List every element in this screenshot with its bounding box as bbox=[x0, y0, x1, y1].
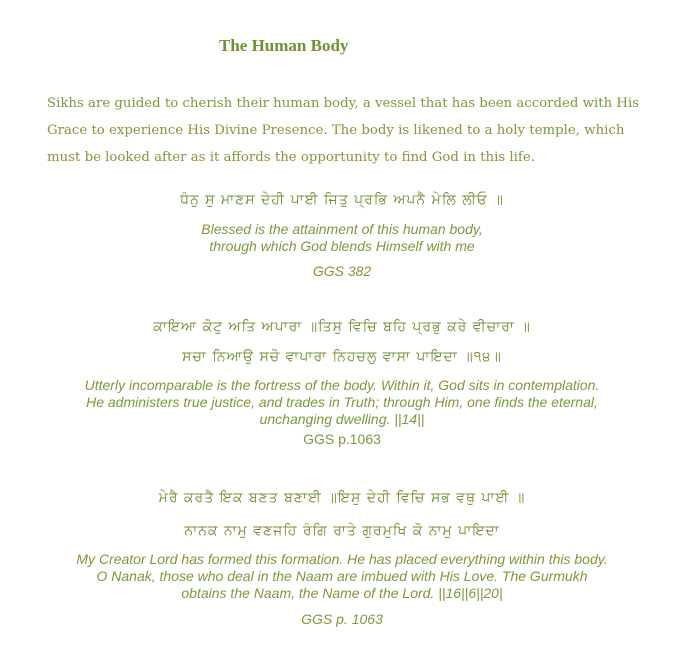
translation-line: through which God blends Himself with me bbox=[209, 238, 475, 254]
translation-line: obtains the Naam, the Name of the Lord. ||16||6||20| bbox=[181, 585, 503, 601]
gurmukhi-verse-1: ਧੰਨੁ ਸੁ ਮਾਣਸ ਦੇਹੀ ਪਾਈ ਜਿਤੁ ਪ੍ਰਭਿ ਅਪਨੈ ਮੇਲਿ ਲੀਓ ॥ bbox=[180, 192, 504, 208]
translation-line: Utterly incomparable is the fortress of the body. Within it, God sits in contemplation. bbox=[84, 377, 600, 393]
intro-line: Sikhs are guided to cherish their human body, a vessel that has been accorded with His bbox=[47, 96, 640, 111]
scripture-reference-1: GGS 382 bbox=[312, 263, 372, 279]
gurmukhi-verse-3b: ਨਾਨਕ ਨਾਮੁ ਵਣਜਹਿ ਰੰਗਿ ਰਾਤੇ ਗੁਰਮੁਖਿ ਕੋ ਨਾਮੁ ਪਾਇਦਾ bbox=[184, 523, 500, 539]
translation-line: unchanging dwelling. ||14|| bbox=[259, 411, 425, 427]
gurmukhi-verse-3a: ਮੇਰੈ ਕਰਤੈ ਇਕ ਬਣਤ ਬਣਾਈ ॥ਇਸੁ ਦੇਹੀ ਵਿਚਿ ਸਭ ਵਥੁ ਪਾਈ ॥ bbox=[158, 490, 526, 506]
page-title: The Human Body bbox=[219, 36, 349, 55]
translation-line: Blessed is the attainment of this human body, bbox=[201, 221, 483, 237]
translation-3 bbox=[0, 551, 684, 602]
translation-1 bbox=[0, 221, 684, 255]
translation-line: My Creator Lord has formed this formation. He has placed everything within this body. bbox=[76, 551, 608, 567]
scripture-reference-2: GGS p.1063 bbox=[303, 431, 381, 447]
intro-line: Grace to experience His Divine Presence. The body is likened to a holy temple, which bbox=[47, 123, 625, 138]
gurmukhi-verse-2a: ਕਾਇਆ ਕੋਟੁ ਅਤਿ ਅਪਾਰਾ ॥ਤਿਸੁ ਵਿਚਿ ਬਹਿ ਪ੍ਰਭੁ ਕਰੇ ਵੀਚਾਰਾ ॥ bbox=[153, 319, 531, 335]
gurmukhi-verse-2b: ਸਚਾ ਨਿਆਉ ਸਚੋ ਵਾਪਾਰਾ ਨਿਹਚਲੁ ਵਾਸਾ ਪਾਇਦਾ ॥੧੪॥ bbox=[182, 349, 502, 365]
intro-paragraph bbox=[47, 90, 647, 171]
translation-line: O Nanak, those who deal in the Naam are imbued with His Love. The Gurmukh bbox=[96, 568, 588, 584]
translation-line: He administers true justice, and trades in Truth; through Him, one finds the eternal, bbox=[86, 394, 598, 410]
scripture-reference-3: GGS p. 1063 bbox=[301, 611, 383, 627]
translation-2 bbox=[0, 377, 684, 428]
intro-line: must be looked after as it affords the opportunity to find God in this life. bbox=[47, 150, 535, 165]
